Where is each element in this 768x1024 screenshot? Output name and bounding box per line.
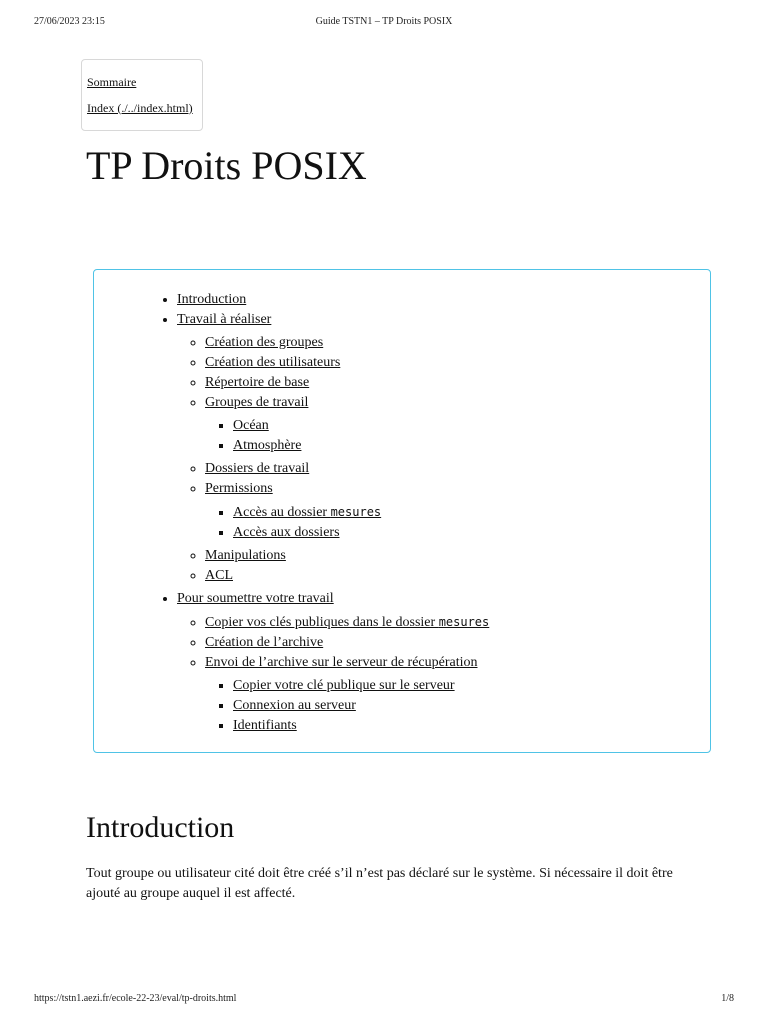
summary-link[interactable]: Sommaire bbox=[87, 75, 137, 89]
print-url: https://tstn1.aezi.fr/ecole-22-23/eval/tp-droits.html bbox=[34, 993, 237, 1004]
code-mesures: mesures bbox=[438, 615, 490, 629]
toc-item bbox=[177, 589, 489, 736]
toc-item bbox=[233, 716, 489, 736]
toc-link-permissions[interactable]: Permissions bbox=[205, 481, 273, 496]
toc-sublist bbox=[205, 502, 489, 543]
toc-item bbox=[205, 633, 489, 653]
toc-link-dossiers-travail[interactable]: Dossiers de travail bbox=[205, 461, 310, 476]
toc-item bbox=[233, 436, 489, 456]
toc-link-introduction[interactable]: Introduction bbox=[177, 292, 247, 307]
toc-link-acl[interactable]: ACL bbox=[205, 568, 233, 583]
toc-link-copier-cles[interactable] bbox=[205, 615, 489, 630]
toc-list bbox=[164, 290, 489, 739]
toc-link-ocean[interactable]: Océan bbox=[233, 418, 269, 433]
toc-sublist bbox=[177, 333, 489, 586]
print-doc-title: Guide TSTN1 – TP Droits POSIX bbox=[315, 16, 453, 27]
toc-item bbox=[177, 290, 489, 310]
print-header bbox=[0, 16, 768, 30]
toc-item bbox=[233, 696, 489, 716]
toc-item bbox=[177, 310, 489, 586]
toc-link-atmosphere[interactable]: Atmosphère bbox=[233, 438, 302, 453]
toc-item bbox=[205, 333, 489, 353]
toc-link-text: Copier vos clés publiques dans le dossier bbox=[205, 615, 439, 630]
table-of-contents bbox=[93, 269, 711, 753]
toc-link-copier-cle-serveur[interactable]: Copier votre clé publique sur le serveur bbox=[233, 678, 455, 693]
toc-link-envoi-archive[interactable]: Envoi de l’archive sur le serveur de récupération bbox=[205, 655, 478, 670]
print-datetime: 27/06/2023 23:15 bbox=[34, 16, 105, 27]
toc-sublist bbox=[177, 612, 489, 736]
toc-item bbox=[233, 676, 489, 696]
toc-link-creation-utilisateurs[interactable]: Création des utilisateurs bbox=[205, 355, 341, 370]
toc-link-repertoire-base[interactable]: Répertoire de base bbox=[205, 375, 310, 390]
toc-item bbox=[205, 393, 489, 456]
nav-box bbox=[81, 59, 203, 131]
toc-link-groupes-travail[interactable]: Groupes de travail bbox=[205, 395, 309, 410]
toc-item bbox=[205, 566, 489, 586]
toc-link-soumettre[interactable]: Pour soumettre votre travail bbox=[177, 591, 334, 606]
introduction-heading: Introduction bbox=[86, 811, 235, 844]
index-link[interactable]: Index (./../index.html) bbox=[87, 101, 193, 115]
toc-item bbox=[205, 479, 489, 543]
toc-sublist bbox=[205, 416, 489, 456]
code-mesures: mesures bbox=[330, 505, 382, 519]
toc-item bbox=[233, 502, 489, 523]
toc-item bbox=[205, 653, 489, 736]
page-number: 1/8 bbox=[721, 993, 734, 1004]
toc-item bbox=[233, 416, 489, 436]
print-footer bbox=[0, 993, 768, 1007]
toc-sublist bbox=[205, 676, 489, 736]
toc-link-connexion-serveur[interactable]: Connexion au serveur bbox=[233, 698, 356, 713]
toc-item bbox=[205, 353, 489, 373]
toc-link-creation-groupes[interactable]: Création des groupes bbox=[205, 335, 324, 350]
toc-item bbox=[205, 612, 489, 633]
toc-link-identifiants[interactable]: Identifiants bbox=[233, 718, 297, 733]
toc-link-manipulations[interactable]: Manipulations bbox=[205, 548, 286, 563]
toc-link-acces-dossier-mesures[interactable] bbox=[233, 505, 381, 520]
toc-link-text: Accès au dossier bbox=[233, 505, 331, 520]
toc-item bbox=[205, 459, 489, 479]
toc-item bbox=[205, 373, 489, 393]
introduction-paragraph: Tout groupe ou utilisateur cité doit être créé s’il n’est pas déclaré sur le système. Si nécessaire il doit être ajouté au groupe auquel il est affecté. bbox=[86, 866, 673, 901]
toc-link-creation-archive[interactable]: Création de l’archive bbox=[205, 635, 324, 650]
toc-item bbox=[205, 546, 489, 566]
toc-link-acces-dossiers[interactable]: Accès aux dossiers bbox=[233, 525, 340, 540]
page-title: TP Droits POSIX bbox=[86, 143, 367, 188]
toc-link-travail[interactable]: Travail à réaliser bbox=[177, 312, 272, 327]
toc-item bbox=[233, 523, 489, 543]
